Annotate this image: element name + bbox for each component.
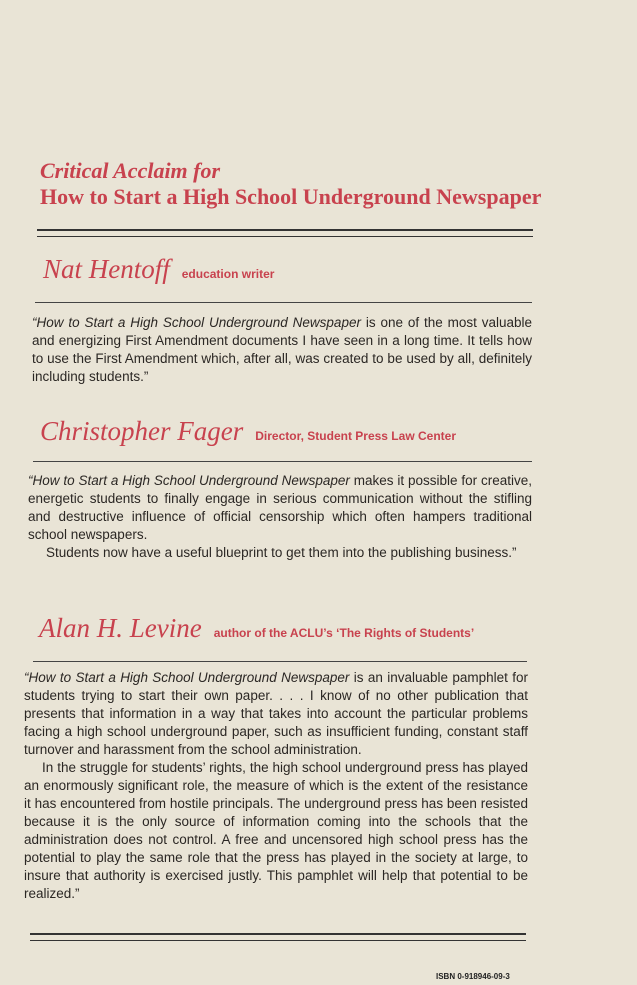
quote-paragraph [24, 669, 528, 759]
reviewer-divider [35, 302, 532, 303]
quote-paragraph [24, 759, 528, 903]
reviewer-heading-2 [40, 416, 456, 447]
quote-paragraph [32, 314, 532, 386]
review-quote-3 [24, 669, 528, 903]
reviewer-name: Alan H. Levine [39, 613, 202, 643]
bottom-divider [30, 933, 526, 941]
reviewer-heading-3 [39, 613, 474, 644]
quote-paragraph [28, 544, 532, 562]
title-divider [37, 229, 533, 237]
quote-book-title: “How to Start a High School Underground Newspaper [24, 670, 350, 685]
quote-book-title: “How to Start a High School Underground Newspaper [28, 473, 350, 488]
reviewer-role: author of the ACLU’s ‘The Rights of Students’ [213, 626, 475, 640]
reviewer-name: Christopher Fager [40, 416, 244, 446]
reviewer-divider [33, 461, 532, 462]
quote-book-title: “How to Start a High School Underground Newspaper [32, 315, 361, 330]
reviewer-heading-1 [43, 254, 274, 285]
reviewer-divider [33, 661, 527, 662]
quote-text: is an invaluable pamphlet for students trying to start their own paper. . . . I know of no other publication that presents that information in a way that takes into account the particular problems facing a high school underground paper, such as insufficient funding, constant staff turnover and harassment from the school administration. [24, 670, 529, 757]
review-quote-1 [32, 314, 532, 386]
title-line-2: How to Start a High School Underground Newspaper [40, 184, 542, 209]
quote-text: is one of the most valuable and energizing First Amendment documents I have seen in a long time. It tells how to use the First Amendment which, after all, was created to be used by all, definitely including students.” [32, 315, 532, 384]
quote-text: Students now have a useful blueprint to get them into the publishing business.” [46, 545, 517, 560]
title-line-1: Critical Acclaim for [40, 158, 221, 183]
reviewer-name: Nat Hentoff [43, 254, 170, 284]
reviewer-role: Director, Student Press Law Center [255, 429, 456, 443]
reviewer-role: education writer [181, 267, 275, 281]
page-title [40, 158, 541, 210]
quote-text: makes it possible for creative, energetic students to finally engage in serious communication without the stifling and destructive influence of official censorship which often hampers traditional school newspapers. [28, 473, 532, 542]
quote-paragraph [28, 472, 532, 544]
isbn-label: ISBN 0-918946-09-3 [436, 972, 510, 981]
quote-text: In the struggle for students’ rights, the high school underground press has played an enormously significant role, the measure of which is the extent of the resistance it has encountered from hostile principals. The underground press has been resisted because it is the only source of information coming into the schools that the administration does not control. A free and uncensored high school press has the potential to play the same role that the press has played in the society at large, to insure that authority is exercised justly. This pamphlet will help that potential to be realized.” [24, 760, 528, 901]
review-quote-2 [28, 472, 532, 562]
